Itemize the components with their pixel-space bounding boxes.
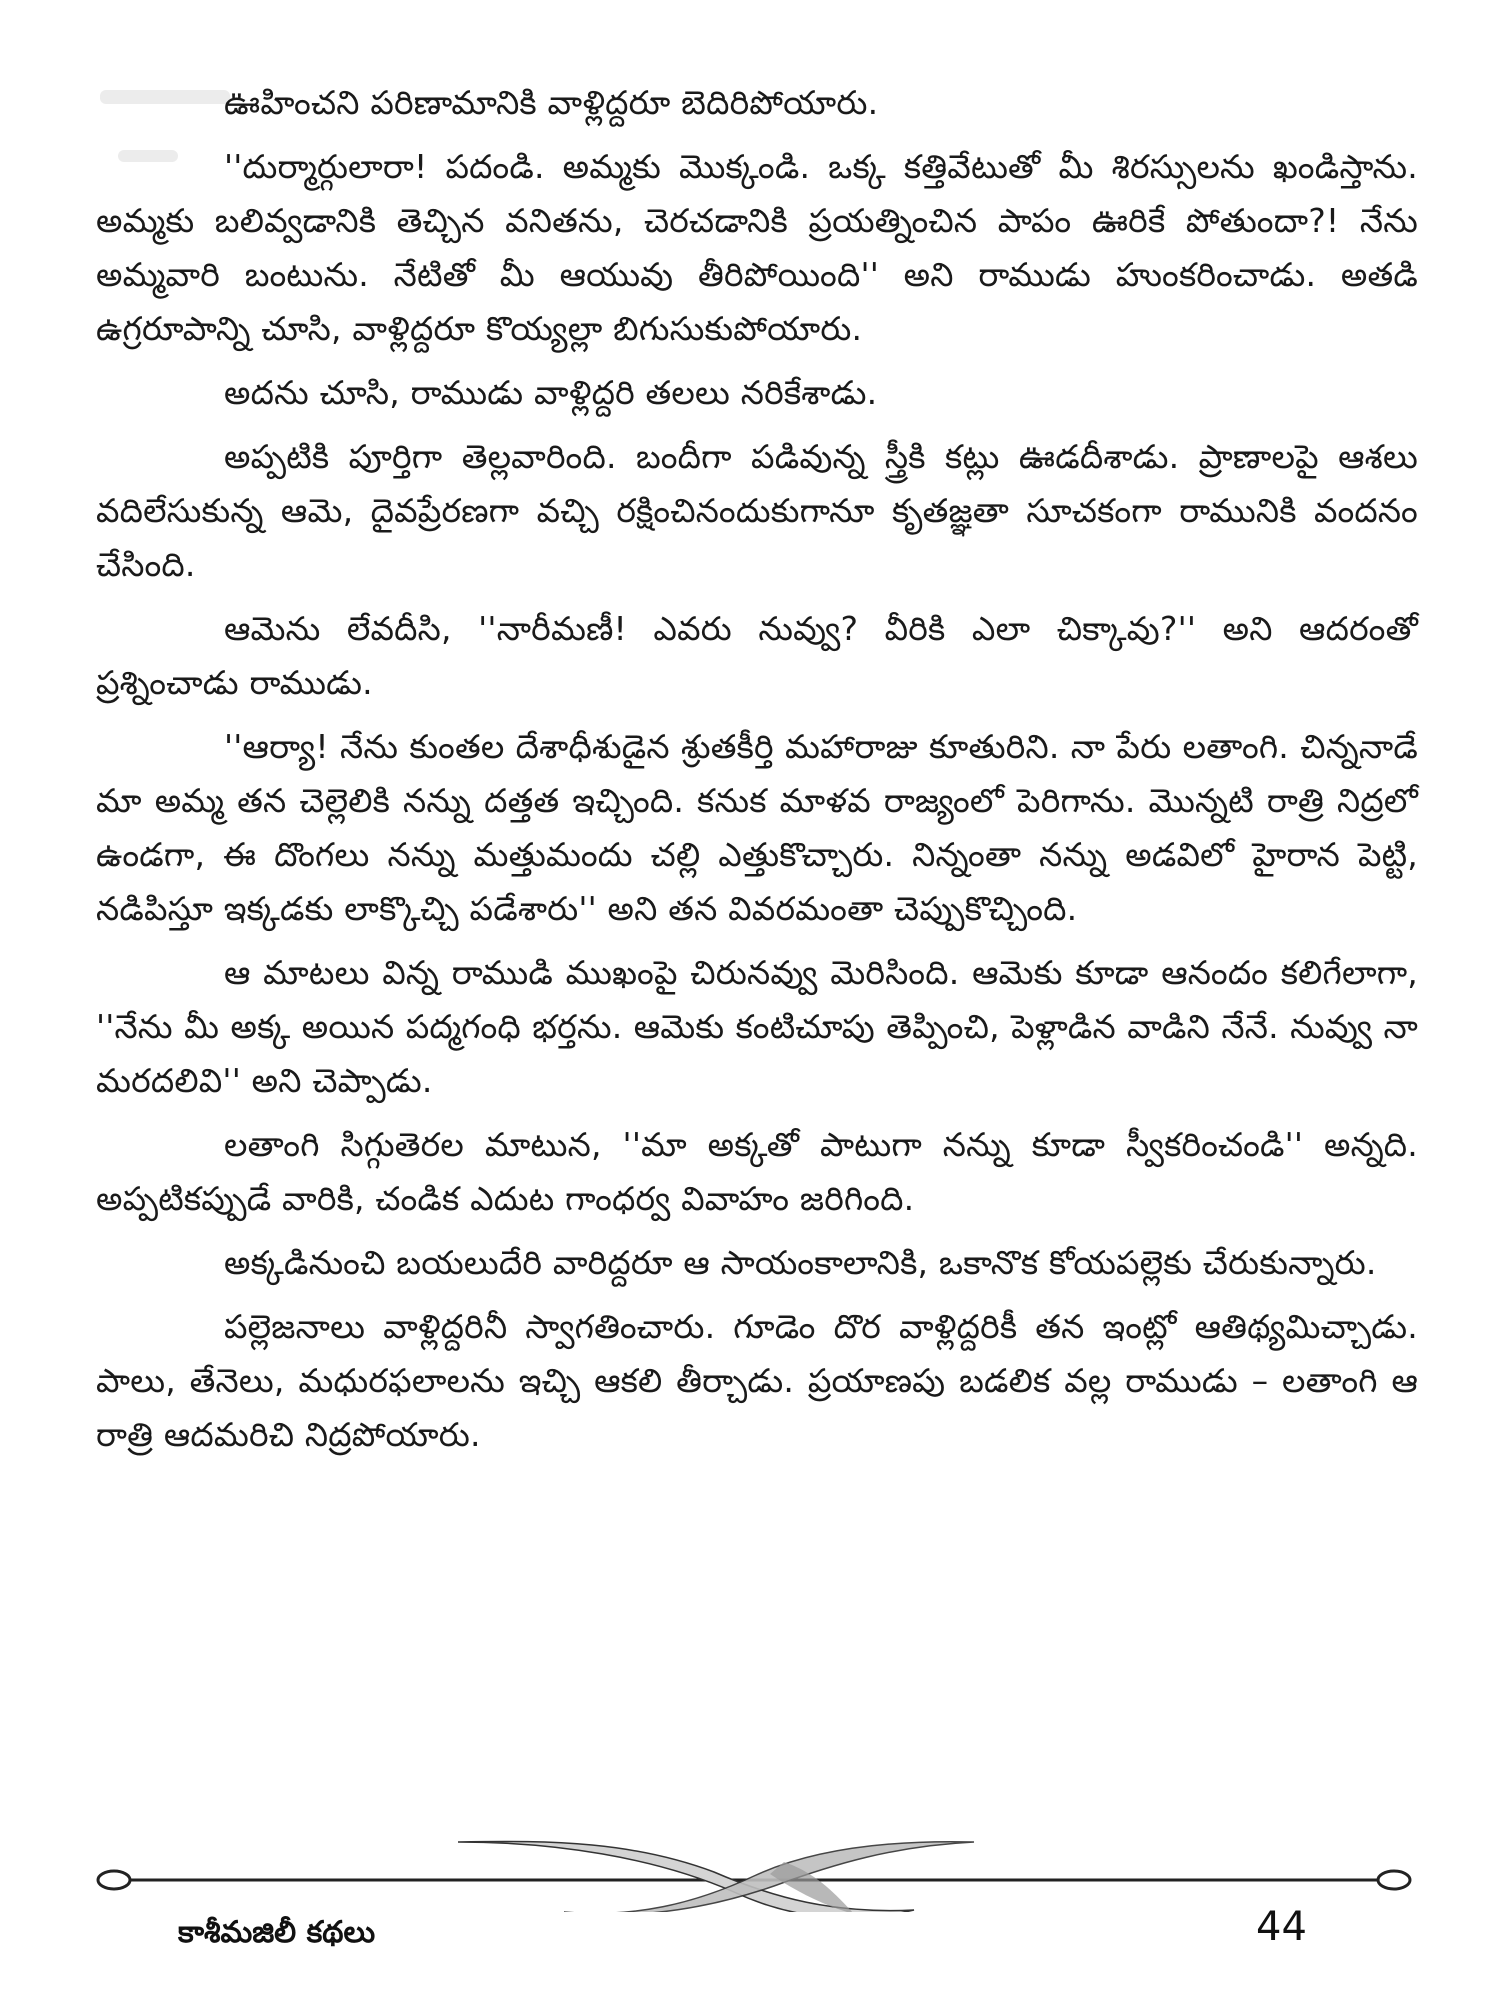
paragraph: ఆ మాటలు విన్న రాముడి ముఖంపై చిరునవ్వు మెరిసింది. ఆమెకు కూడా ఆనందం కలిగేలాగా, ''నేను మీ అక్క అయిన పద్మగంధి భర్తను. ఆమెకు కంటిచూపు తెప్పించి, పెళ్లాడిన వాడిని నేనే. నువ్వు నా మరదలివి'' అని చెప్పాడు. [96,953,1418,1100]
paragraph: అదను చూసి, రాముడు వాళ్లిద్దరి తలలు నరికేశాడు. [224,373,878,412]
story-text [96,76,1418,1472]
paragraph: లతాంగి సిగ్గుతెరల మాటున, ''మా అక్కతో పాటుగా నన్ను కూడా స్వీకరించండి'' అన్నది. అప్పటికప్పుడే వారికి, చండిక ఎదుట గాంధర్వ వివాహం జరిగింది. [96,1125,1418,1218]
ornament-left-loop [98,1871,130,1889]
book-title: కాశీమజిలీ కథలు [178,1915,376,1950]
paragraph: ''దుర్మార్గులారా! పదండి. అమ్మకు మొక్కండి. ఒక్క కత్తివేటుతో మీ శిరస్సులను ఖండిస్తాను. అమ్మకు బలివ్వడానికి తెచ్చిన వనితను, చెరచడానికి ప్రయత్నించిన పాపం ఊరికే పోతుందా?! నేను అమ్మవారి బంటును. నేటితో మీ ఆయువు తీరిపోయింది'' అని రాముడు హుంకరించాడు. అతడి ఉగ్రరూపాన్ని చూసి, వాళ్లిద్దరూ కొయ్యల్లా బిగుసుకుపోయారు. [96,147,1418,348]
paragraph: అప్పటికి పూర్తిగా తెల్లవారింది. బందీగా పడివున్న స్త్రీకి కట్లు ఊడదీశాడు. ప్రాణాలపై ఆశలు వదిలేసుకున్న ఆమె, దైవప్రేరణగా వచ్చి రక్షించినందుకుగానూ కృతజ్ఞతా సూచకంగా రామునికి వందనం చేసింది. [96,437,1418,584]
page-number: 44 [1256,1904,1307,1950]
footer-ornament [94,1802,1414,1912]
paragraph: పల్లెజనాలు వాళ్లిద్దరినీ స్వాగతించారు. గూడెం దొర వాళ్లిద్దరికీ తన ఇంట్లో ఆతిథ్యమిచ్చాడు. పాలు, తేనెలు, మధురఫలాలను ఇచ్చి ఆకలి తీర్చాడు. ప్రయాణపు బడలిక వల్ల రాముడు – లతాంగి ఆ రాత్రి ఆదమరిచి నిద్రపోయారు. [96,1307,1418,1454]
paragraph: ''ఆర్యా! నేను కుంతల దేశాధీశుడైన శ్రుతకీర్తి మహారాజు కూతురిని. నా పేరు లతాంగి. చిన్ననాడే మా అమ్మ తన చెల్లెలికి నన్ను దత్తత ఇచ్చింది. కనుక మాళవ రాజ్యంలో పెరిగాను. మొన్నటి రాత్రి నిద్రలో ఉండగా, ఈ దొంగలు నన్ను మత్తుమందు చల్లి ఎత్తుకొచ్చారు. నిన్నంతా నన్ను అడవిలో హైరాన పెట్టి, నడిపిస్తూ ఇక్కడకు లాక్కొచ్చి పడేశారు'' అని తన వివరమంతా చెప్పుకొచ్చింది. [96,727,1418,928]
ornament-right-loop [1378,1871,1410,1889]
paragraph: అక్కడినుంచి బయలుదేరి వారిద్దరూ ఆ సాయంకాలానికి, ఒకానొక కోయపల్లెకు చేరుకున్నారు. [224,1243,1377,1282]
paragraph: ఊహించని పరిణామానికి వాళ్లిద్దరూ బెదిరిపోయారు. [224,83,879,122]
paragraph: ఆమెను లేవదీసి, ''నారీమణీ! ఎవరు నువ్వు? వీరికి ఎలా చిక్కావు?'' అని ఆదరంతో ప్రశ్నించాడు రాముడు. [96,609,1418,702]
